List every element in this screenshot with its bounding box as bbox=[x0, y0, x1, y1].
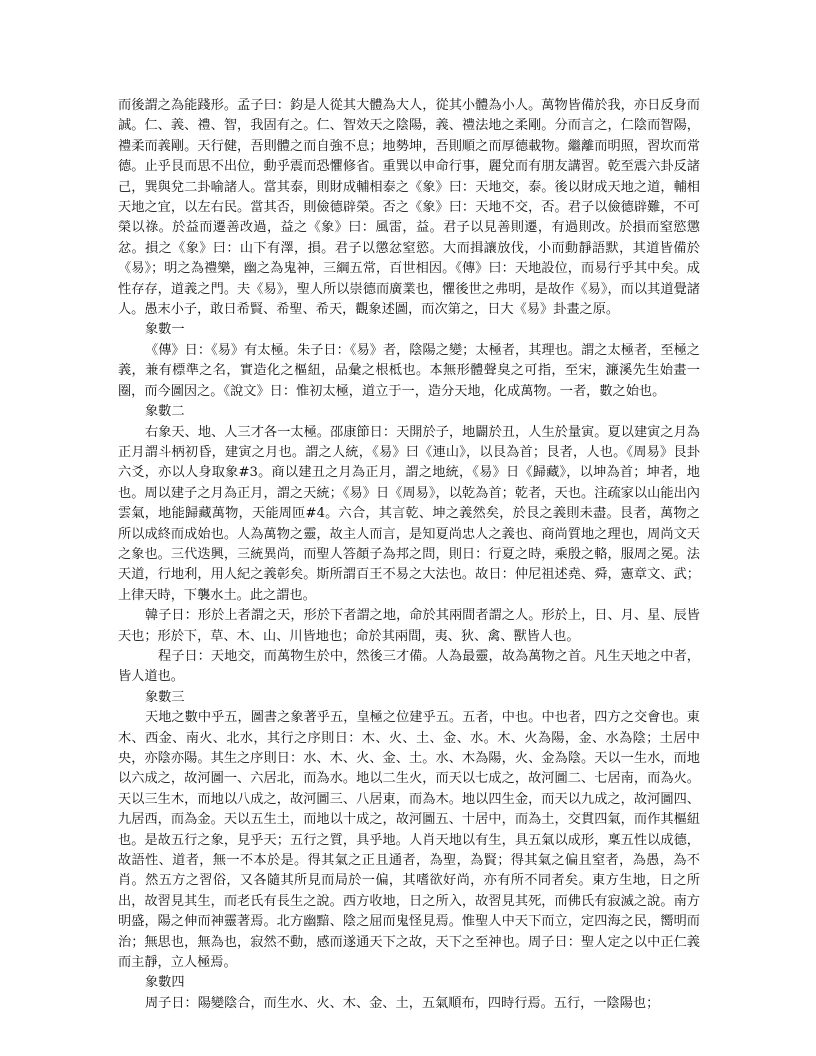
paragraph-three-talents: 右象天、地、人三才各一太極。邵康節日：天開於子，地闢於丑，人生於量寅。夏以建寅之月為正月謂斗柄初昏，建寅之月也。謂之人統，《易》曰《連山》，以艮為首；艮者，人也。《周易》艮卦六爻，亦以人身取象#3。商以建丑之月為正月，謂之地統，《易》日《歸藏》，以坤為首；坤者，地也。周以建子之月為正月，謂之天統；《易》日《周易》，以乾為首；乾者，天也。注疏家以山能出內雲氣，地能歸藏萬物，天能周匝#4。六合，其言乾、坤之義然矣，於艮之義則未盡。艮者，萬物之所以成終而成始也。人為萬物之靈，故主人而言，是知夏尚忠人之義也、商尚質地之理也，周尚文天之象也。三代迭興，三統異尚，而聖人答顏子為邦之問，則日：行夏之時，乘殷之輅，服周之冕。法天道，行地利，用人紀之義彰矣。斯所謂百王不易之大法也。故日：仲尼祖述堯、舜，憲章文、武；上律天時，下襲水土。此之謂也。 bbox=[118, 424, 700, 603]
paragraph-chengzi: 程子日：天地交，而萬物生於中，然後三才備。人為最靈，故為萬物之首。凡生天地之中者，皆人道也。 bbox=[118, 648, 700, 685]
paragraph-zhouzi: 周子日：陽變陰合，而生水、火、木、金、土，五氣順布，四時行焉。五行，一陰陽也； bbox=[145, 995, 660, 1011]
section-heading-xiangshu-1: 象數一 bbox=[145, 322, 185, 338]
document-page bbox=[118, 96, 700, 1014]
paragraph-intro: 而後謂之為能踐形。孟子曰：鈞是人從其大體為大人，從其小體為小人。萬物皆備於我，亦日反身而誠。仁、義、禮、智，我固有之。仁、智效天之陰陽，義、禮法地之柔剛。分而言之，仁陰而智陽，禮柔而義剛。天行健，吾則體之而自強不息；地勢坤，吾則順之而厚德載物。繼離而明照，習坎而常德。止乎艮而思不出位，動乎震而恐懼修省。重巽以申命行事，麗兌而有朋友講習。乾至震六卦反諸己，巽與兌二卦喻諸人。當其泰，則財成輔相泰之《象》曰：天地交，泰。後以財成天地之道，輔相天地之宜，以左右民。當其否，則儉德辟榮。否之《象》曰：天地不交，否。君子以儉德辟難，不可榮以祿。於益而遷善改過，益之《象》曰：風雷，益。君子以見善則遷，有過則改。於損而窒慾懲忿。損之《象》曰：山下有澤，損。君子以懲忿窒慾。大而揖讓放伐，小而動靜語默，其道皆備於《易》；明之為禮樂，幽之為鬼神，三綱五常，百世相因。《傳》曰：天地設位，而易行乎其中矣。成性存存，道義之門。夫《易》，聖人所以崇德而廣業也，懼後世之弗明，是故作《易》，而以其道覺諸人。愚末小子，敢日希賢、希聖、希天，觀象述圖，而次第之，日大《易》卦畫之原。 bbox=[118, 98, 700, 318]
section-heading-xiangshu-3: 象數三 bbox=[145, 689, 185, 705]
paragraph-taiji: 《傳》日：《易》有太極。朱子日：《易》者，陰陽之變；太極者，其理也。謂之太極者，至極之義，兼有標準之名，實造化之樞紐，品彙之根柢也。本無形體聲臭之可指，至宋，濂溪先生始畫一圈，而今圖因之。《說文》日：惟初太極，道立于一，造分天地，化成萬物。一者，數之始也。 bbox=[118, 342, 700, 399]
paragraph-five-elements: 天地之數中乎五，圖書之象著乎五，皇極之位建乎五。五者，中也。中也者，四方之交會也。東木、西金、南火、北水，其行之序則日：木、火、土、金、水。木、火為陽，金、水為陰；土居中央，亦陰亦陽。其生之序則日：水、木、火、金、土。水、木為陽，火、金為陰。天以一生水，而地以六成之，故河圖一、六居北，而為水。地以二生火，而天以七成之，故河圖二、七居南，而為火。天以三生木，而地以八成之，故河圖三、八居東，而為木。地以四生金，而天以九成之，故河圖四、九居西，而為金。天以五生土，而地以十成之，故河圖五、十居中，而為土，交貫四氣，而作其樞紐也。是故五行之象，見乎天；五行之質，具乎地。人肖天地以有生，具五氣以成形，稟五性以成德，故語性、道者，無一不本於是。得其氣之正且通者，為聖，為賢；得其氣之偏且窒者，為愚，為不肖。然五方之習俗，又各隨其所見而局於一偏，其嗜欲好尚，亦有所不同者矣。東方生地，日之所出，故習見其生，而老氏有長生之說。西方收地，日之所入，故習見其死，而佛氏有寂滅之說。南方明盛，陽之伸而神靈著焉。北方幽黯、陰之屈而鬼怪見焉。惟聖人中天下而立，定四海之民，嚮明而治；無思也，無為也，寂然不動，感而遂通天下之故，天下之至神也。周子日：聖人定之以中正仁義而主靜，立人極焉。 bbox=[118, 710, 700, 971]
paragraph-hanzi: 韓子日：形於上者謂之天，形於下者謂之地，命於其兩間者謂之人。形於上，日、月、星、辰皆天也；形於下，草、木、山、川皆地也；命於其兩間，夷、狄、禽、獸皆人也。 bbox=[118, 608, 700, 644]
section-heading-xiangshu-4: 象數四 bbox=[145, 975, 185, 991]
section-heading-xiangshu-2: 象數二 bbox=[145, 404, 185, 420]
